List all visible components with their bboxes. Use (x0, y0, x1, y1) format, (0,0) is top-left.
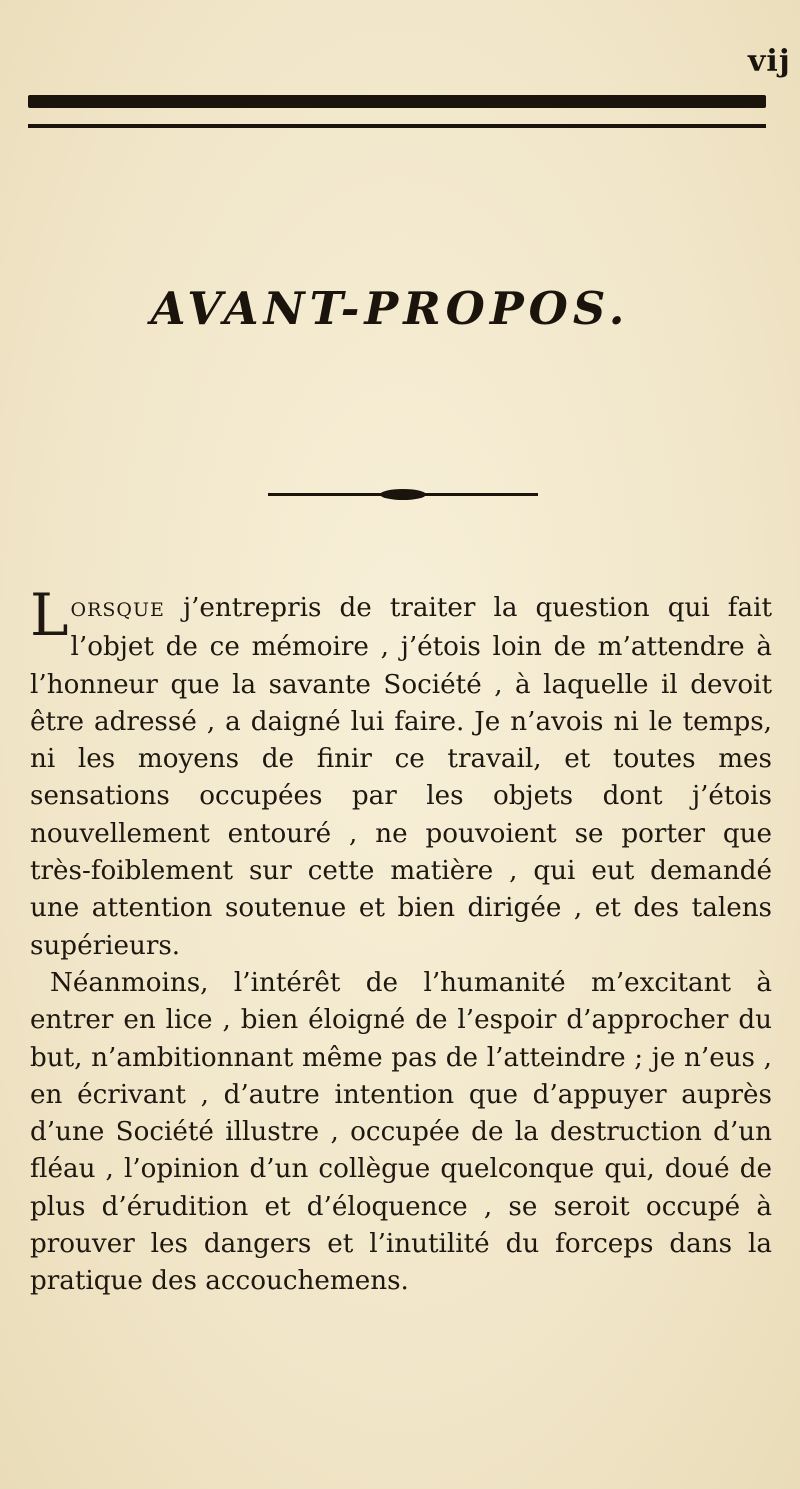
paragraph-1 (30, 581, 772, 965)
header-rule-thin (28, 124, 766, 128)
ornamental-divider (268, 488, 538, 502)
paragraph-2: Néanmoins, l’intérêt de l’humanité m’excitant à entrer en lice , bien éloigné de l’espoir d’approcher du but, n’ambitionnant même pas de l’atteindre ; je n’eus , en écrivant , d’autre intention que d’appuyer auprès d’une Société illustre , occupée de la destruction d’un fléau , l’opinion d’un collègue quelconque qui, doué de plus d’érudition et d’éloquence , se seroit occupé à prouver les dangers et l’inutilité du forceps dans la pratique des accouchemens. (30, 967, 772, 1297)
divider-center-ornament (380, 489, 426, 500)
initial-letter: L (30, 581, 69, 649)
section-heading: AVANT-PROPOS. (150, 282, 630, 335)
lead-word: ORSQUE (70, 599, 165, 621)
header-rule-thick (28, 95, 766, 108)
page-number: vij (748, 44, 791, 79)
body-text (30, 581, 772, 1301)
paragraph-1-text: j’entrepris de traiter la question qui fait l’objet de ce mémoire , j’étois loin de m’attendre à l’honneur que la savante Société , à laquelle il devoit être adressé , a daigné lui faire. Je n’avois ni le temps, ni les moyens de finir ce travail, et toutes mes sensations occupées par les objets dont j’étois nouvellement entouré , ne pouvoient se porter que très-foiblement sur cette matière , qui eut demandé une attention soutenue et bien dirigée , et des talens supérieurs. (30, 593, 772, 961)
